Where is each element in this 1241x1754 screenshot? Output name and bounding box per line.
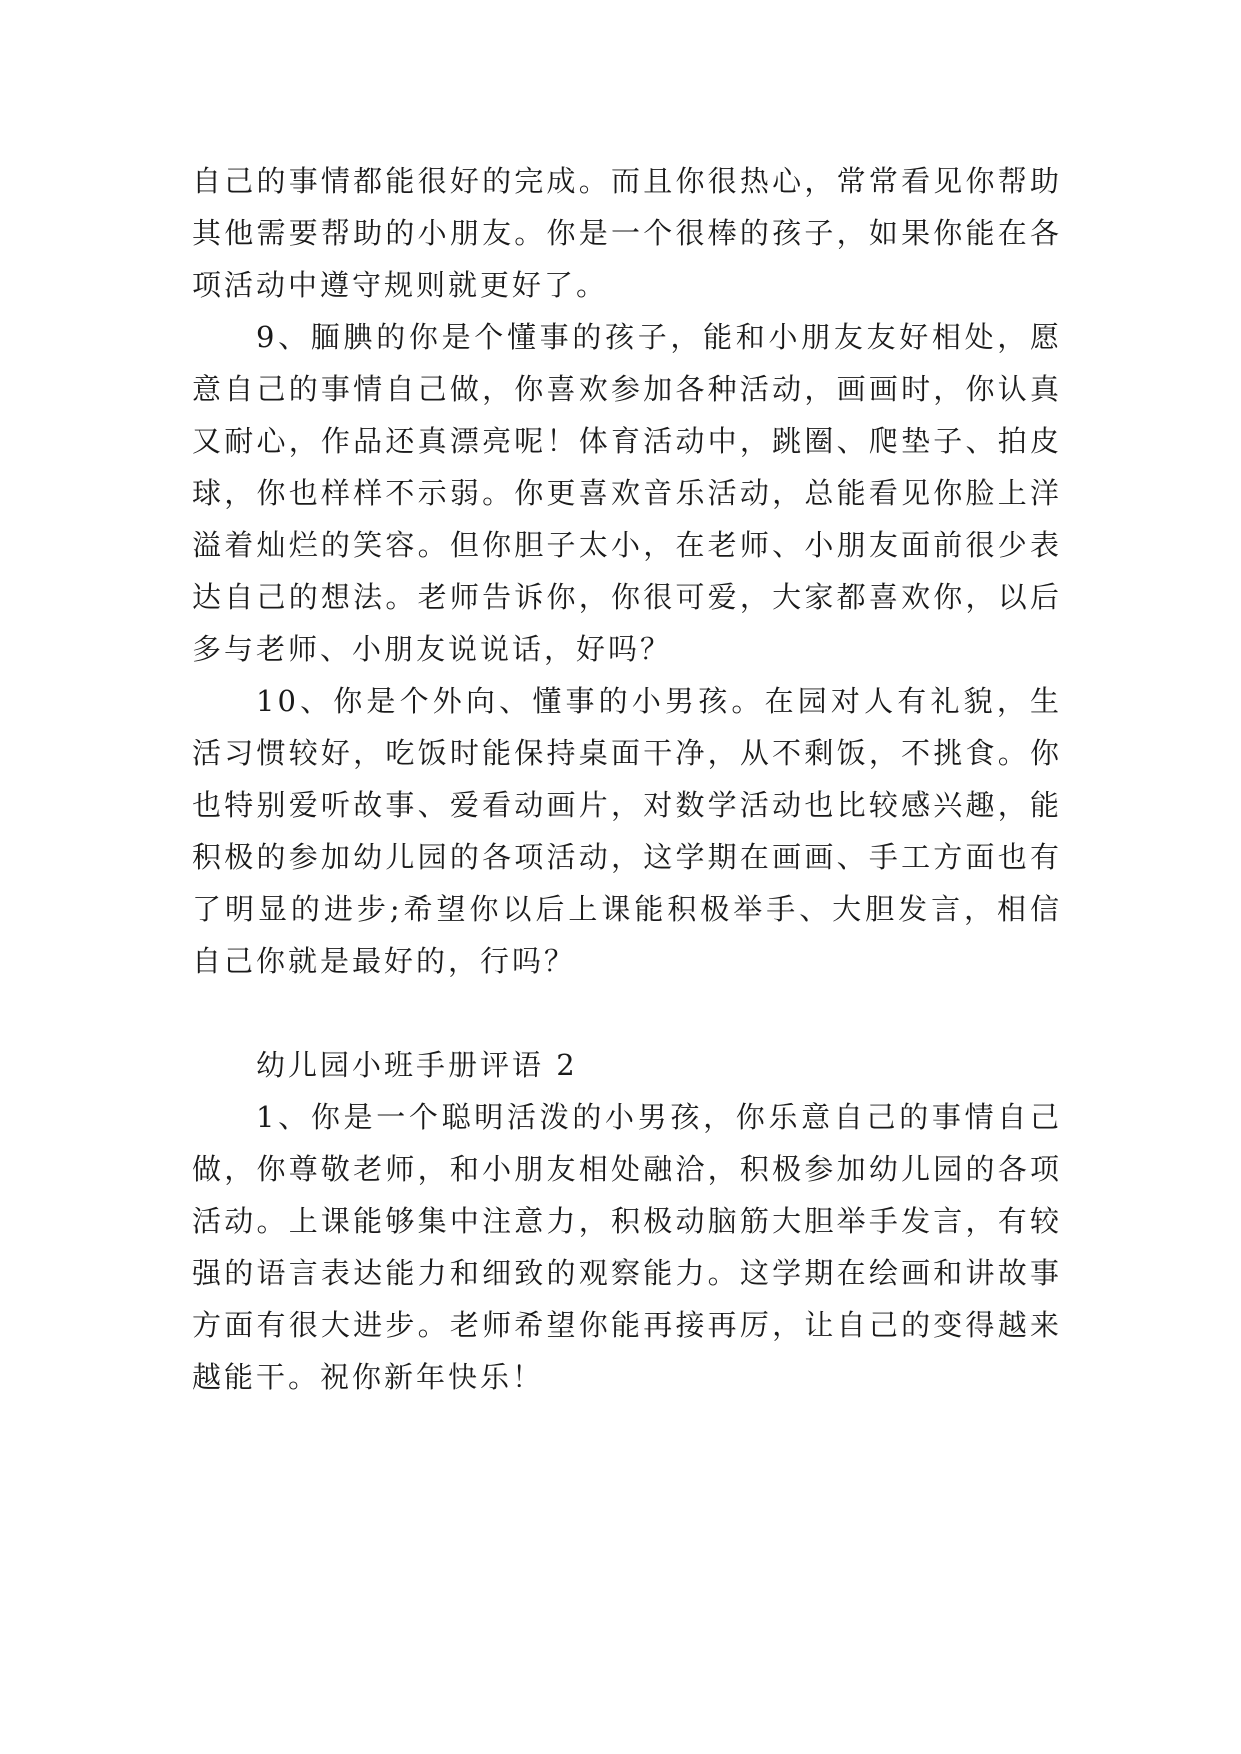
paragraph-9: 9、腼腆的你是个懂事的孩子，能和小朋友友好相处，愿意自己的事情自己做，你喜欢参加各种活动，画画时，你认真又耐心，作品还真漂亮呢！体育活动中，跳圈、爬垫子、拍皮球，你也样样不示弱。你更喜欢音乐活动，总能看见你脸上洋溢着灿烂的笑容。但你胆子太小，在老师、小朋友面前很少表达自己的想法。老师告诉你，你很可爱，大家都喜欢你，以后多与老师、小朋友说说话，好吗？ [192, 320, 1062, 666]
section-heading: 幼儿园小班手册评语 2 [256, 1048, 578, 1082]
section-2-paragraph-1: 1、你是一个聪明活泼的小男孩，你乐意自己的事情自己做，你尊敬老师，和小朋友相处融洽，积极参加幼儿园的各项活动。上课能够集中注意力，积极动脑筋大胆举手发言，有较强的语言表达能力和细致的观察能力。这学期在绘画和讲故事方面有很大进步。老师希望你能再接再厉，让自己的变得越来越能干。祝你新年快乐！ [192, 1100, 1062, 1394]
document-body [192, 155, 1062, 1403]
paragraph-10: 10、你是个外向、懂事的小男孩。在园对人有礼貌，生活习惯较好，吃饭时能保持桌面干净，从不剩饭，不挑食。你也特别爱听故事、爱看动画片，对数学活动也比较感兴趣，能积极的参加幼儿园的各项活动，这学期在画画、手工方面也有了明显的进步;希望你以后上课能积极举手、大胆发言，相信自己你就是最好的，行吗？ [192, 684, 1062, 978]
paragraph-8-continuation: 自己的事情都能很好的完成。而且你很热心，常常看见你帮助其他需要帮助的小朋友。你是一个很棒的孩子，如果你能在各项活动中遵守规则就更好了。 [192, 164, 1062, 302]
